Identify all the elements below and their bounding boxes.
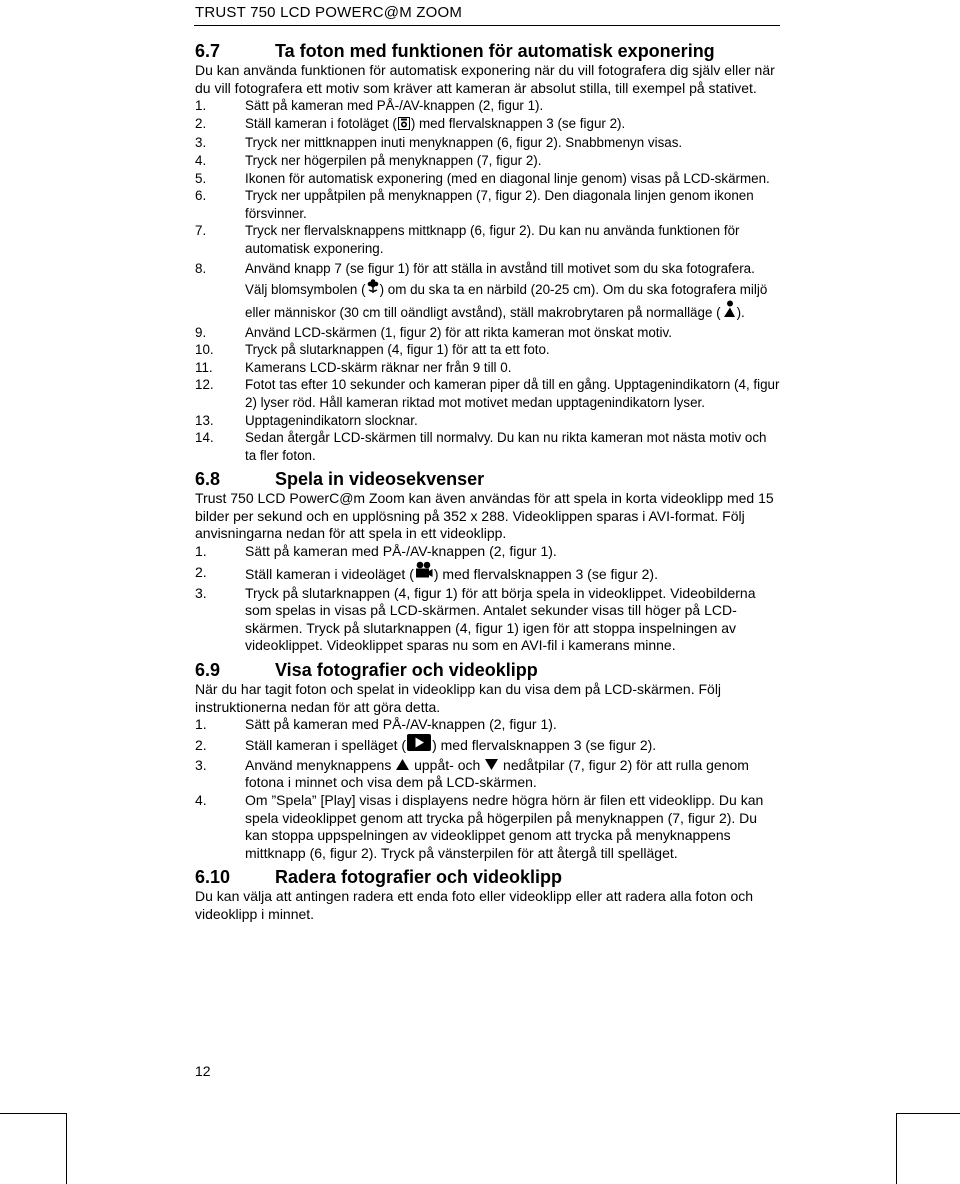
list-item: 3. Tryck ner mittknappen inuti menyknappen (6, figur 2). Snabbmenyn visas. — [195, 135, 683, 151]
list-item: 1. Sätt på kameran med PÅ-/AV-knappen (2, figur 1). — [195, 98, 544, 114]
arrow-up-icon — [396, 757, 409, 775]
section-heading — [195, 659, 780, 681]
list-item: 4. Om ”Spela” [Play] visas i displayens nedre högra hörn är filen ett videoklipp. Du kan spela videoklippet genom att trycka på högerpilen på menyknappen (7, figur 2). Du kan stoppa uppspelningen av videoklippet genom att trycka på menyknappens mittknapp (6, figur 2). Tryck på vänsterpilen för att återgå till spelläget. — [195, 792, 764, 861]
play-mode-icon — [407, 734, 431, 757]
step-list — [195, 543, 780, 655]
section-heading — [195, 40, 780, 62]
header-rule — [194, 25, 780, 26]
section-intro: Trust 750 LCD PowerC@m Zoom kan även användas för att spela in korta videoklipp med 15 bilder per sekund och en upplösning på 352 x 288. Videoklippen sparas i AVI-format. Följ anvisningarna nedan för att spela in ett videoklipp. — [195, 490, 774, 542]
video-camera-icon — [415, 561, 433, 585]
list-item: 6. Tryck ner uppåtpilen på menyknappen (7, figur 2). Den diagonala linjen genom ikonen försvinner. — [195, 188, 754, 221]
crop-mark-left-horizontal — [0, 1113, 67, 1114]
step-list — [195, 716, 780, 862]
section-6-9 — [195, 659, 780, 862]
list-item: 14. Sedan återgår LCD-skärmen till normalvy. Du kan nu rikta kameran mot nästa motiv och ta fler foton. — [195, 430, 767, 463]
section-number: 6.10 — [195, 867, 231, 888]
step-list — [195, 97, 780, 464]
section-number: 6.7 — [195, 41, 221, 61]
person-normal-mode-icon — [722, 300, 736, 324]
page-number: 12 — [195, 1063, 211, 1079]
section-number: 6.8 — [195, 469, 221, 490]
list-item: 9. Använd LCD-skärmen (1, figur 2) för att rikta kameran mot önskat motiv. — [195, 324, 672, 340]
camera-photo-mode-icon — [398, 117, 410, 135]
list-item: 2. Ställ kameran i fotoläget ( ) med flervalsknappen 3 (se figur 2). — [195, 115, 780, 135]
section-intro: Du kan använda funktionen för automatisk exponering när du vill fotografera dig själv eller när du vill fotografera ett motiv som kräver att kameran är absolut stilla, till exempel på stativet. — [195, 62, 775, 96]
section-6-10 — [195, 866, 780, 923]
list-item: 13. Upptagenindikatorn slocknar. — [195, 412, 418, 428]
list-item: 3. Tryck på slutarknappen (4, figur 1) för att börja spela in videoklippet. Videobilderna som spelas in visas på LCD-skärmen. Antalet sekunder visas till höger på LCD-skärmen. Tryck på slutarknappen (4, figur 1) igen för att stoppa inspelningen av videoklippet. Videoklippet sparas nu som en AVI-fil i kamerans minne. — [195, 584, 756, 654]
section-6-8 — [195, 468, 780, 655]
list-item: 2. Ställ kameran i spelläget ( ) med flervalsknappen 3 (se figur 2). — [195, 734, 780, 757]
list-item: 1. Sätt på kameran med PÅ-/AV-knappen (2, figur 1). — [195, 543, 557, 560]
list-item: 4. Tryck ner högerpilen på menyknappen (7, figur 2). — [195, 152, 542, 168]
crop-mark-left-vertical — [66, 1113, 67, 1184]
section-6-7 — [195, 40, 780, 464]
section-intro: Du kan välja att antingen radera ett enda foto eller videoklipp eller att radera alla foton och videoklipp i minnet. — [195, 888, 754, 922]
section-heading — [195, 468, 780, 490]
flower-macro-icon — [367, 279, 379, 300]
arrow-down-icon — [485, 757, 498, 775]
page-content — [195, 40, 780, 924]
running-header: TRUST 750 LCD POWERC@M ZOOM — [195, 4, 463, 21]
list-item: 3. Använd menyknappens uppåt- och nedåtpilar (7, figur 2) för att rulla genom fotona i minnet och visa dem på LCD-skärmen. — [195, 756, 749, 791]
list-item: 7. Tryck ner flervalsknappens mittknapp (6, figur 2). Du kan nu använda funktionen för automatisk exponering. — [195, 223, 740, 256]
list-item: 1. Sätt på kameran med PÅ-/AV-knappen (2, figur 1). — [195, 716, 557, 733]
section-intro: När du har tagit foton och spelat in videoklipp kan du visa dem på LCD-skärmen. Följ instruktionerna nedan för att göra detta. — [195, 681, 722, 715]
section-title: Radera fotografier och videoklipp — [275, 867, 563, 888]
section-number: 6.9 — [195, 660, 221, 681]
list-item: 8. Använd knapp 7 (se figur 1) för att ställa in avstånd till motivet som du ska fotografera. Välj blomsymbolen ( ) om du ska ta en närbild (20-25 cm). Om du ska fotografera miljö eller människor (30 cm till oändligt avstånd), ställ makrobrytaren på normalläge ( ). — [195, 258, 780, 324]
list-item: 10. Tryck på slutarknappen (4, figur 1) för att ta ett foto. — [195, 342, 550, 358]
list-item: 12. Fotot tas efter 10 sekunder och kameran piper då till en gång. Upptagenindikatorn (4, figur 2) lyser röd. Håll kameran riktad mot motivet medan upptagenindikatorn lyser. — [195, 377, 780, 410]
section-title: Visa fotografier och videoklipp — [275, 660, 538, 681]
section-title: Spela in videosekvenser — [275, 469, 485, 490]
list-item: 2. Ställ kameran i videoläget ( ) med flervalsknappen 3 (se figur 2). — [195, 561, 780, 585]
section-heading — [195, 866, 780, 888]
crop-mark-right-vertical — [896, 1113, 897, 1184]
section-title: Ta foton med funktionen för automatisk exponering — [275, 41, 715, 61]
list-item: 11. Kamerans LCD-skärm räknar ner från 9 till 0. — [195, 359, 512, 375]
list-item: 5. Ikonen för automatisk exponering (med en diagonal linje genom) visas på LCD-skärmen. — [195, 170, 770, 186]
crop-mark-right-horizontal — [896, 1113, 960, 1114]
